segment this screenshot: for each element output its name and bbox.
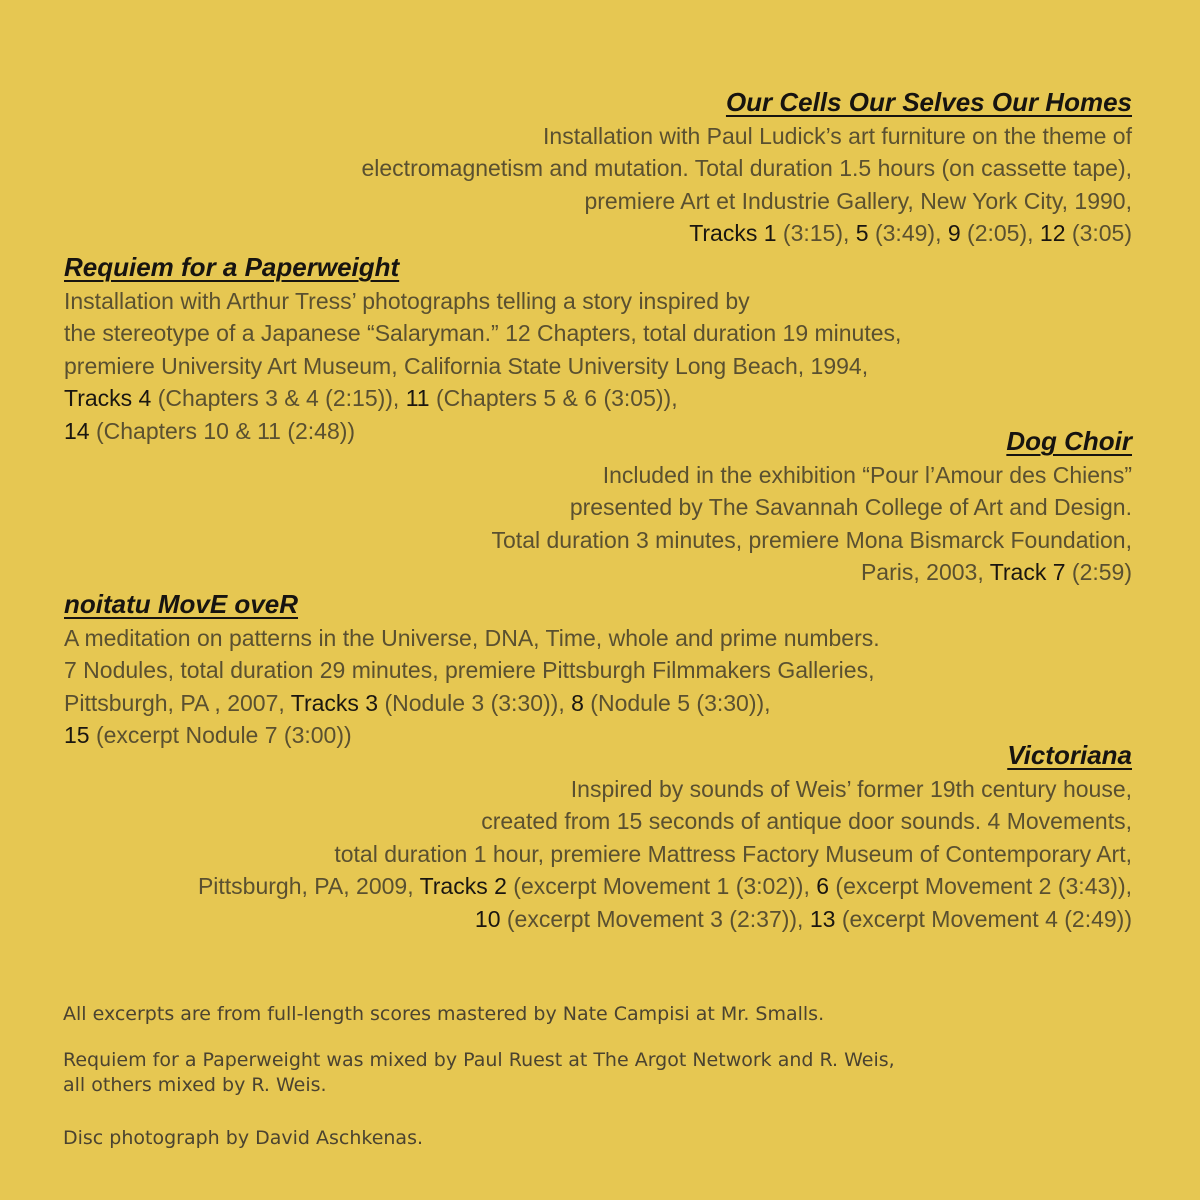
- description-line: the stereotype of a Japanese “Salaryman.” 12 Chapters, total duration 19 minutes,: [64, 320, 902, 346]
- description-line: Total duration 3 minutes, premiere Mona Bismarck Foundation,: [491, 526, 1132, 553]
- description-line: presented by The Savannah College of Art and Design.: [569, 494, 1132, 520]
- track-duration: (Chapters 3 & 4 (2:15)),: [151, 385, 406, 411]
- section-dog-choir: [492, 425, 1132, 589]
- track-duration: (3:15),: [776, 220, 856, 246]
- section-requiem: [64, 251, 901, 447]
- track-number: 10: [474, 905, 501, 932]
- section-title: noitatu MovE oveR: [64, 589, 299, 619]
- track-duration: (excerpt Nodule 7 (3:00)): [89, 722, 352, 748]
- track-number: 12: [1039, 220, 1066, 246]
- description-line: Installation with Arthur Tress’ photographs telling a story inspired by: [64, 287, 750, 314]
- mix-note: all others mixed by R. Weis.: [63, 1074, 327, 1096]
- tracks-line: [361, 217, 1132, 250]
- track-duration: (excerpt Movement 4 (2:49)): [835, 905, 1132, 932]
- section-noitatu: [64, 588, 880, 752]
- track-number: 11: [405, 385, 430, 411]
- track-number: Tracks 3: [290, 689, 379, 716]
- track-duration: (3:49),: [868, 220, 948, 246]
- description-line: created from 15 seconds of antique door sounds. 4 Movements,: [481, 808, 1132, 834]
- section-title: Requiem for a Paperweight: [64, 252, 400, 282]
- description-line: premiere University Art Museum, California State University Long Beach, 1994,: [64, 352, 869, 379]
- description-line: A meditation on patterns in the Universe, DNA, Time, whole and prime numbers.: [64, 624, 880, 651]
- track-duration: (excerpt Movement 2 (3:43)),: [829, 873, 1132, 899]
- description-line: Installation with Paul Ludick’s art furniture on the theme of: [543, 122, 1132, 149]
- track-number: 5: [855, 220, 869, 246]
- track-number: Tracks 1: [689, 220, 777, 246]
- description-line: premiere Art et Industrie Gallery, New York City, 1990,: [584, 187, 1132, 214]
- track-duration: Pittsburgh, PA , 2007,: [64, 689, 291, 716]
- description-line: total duration 1 hour, premiere Mattress Factory Museum of Contemporary Art,: [334, 840, 1132, 867]
- description-line: electromagnetism and mutation. Total duration 1.5 hours (on cassette tape),: [361, 155, 1132, 181]
- track-number: 14: [64, 417, 90, 444]
- mix-note: Requiem for a Paperweight was mixed by Paul Ruest at The Argot Network and R. Weis,: [63, 1049, 895, 1071]
- section-title: Our Cells Our Selves Our Homes: [725, 87, 1132, 117]
- section-our-cells: [361, 86, 1132, 250]
- track-duration: (Chapters 10 & 11 (2:48)): [89, 417, 356, 444]
- track-number: 13: [809, 905, 836, 932]
- section-victoriana: [198, 739, 1132, 935]
- description-line: Included in the exhibition “Pour l’Amour des Chiens”: [602, 461, 1132, 488]
- track-number: Tracks 2: [419, 873, 507, 899]
- tracks-line: [64, 687, 880, 720]
- tracks-line: [492, 556, 1132, 589]
- track-number: Tracks 4: [64, 385, 152, 411]
- footer-notes: [63, 1002, 824, 1027]
- track-number: 6: [816, 873, 830, 899]
- track-duration: (excerpt Movement 1 (3:02)),: [506, 873, 817, 899]
- photo-credit-block: [63, 1126, 423, 1151]
- tracks-line: [64, 382, 901, 415]
- track-duration: (3:05): [1065, 220, 1132, 246]
- track-duration: (Nodule 5 (3:30)),: [583, 689, 771, 716]
- description-line: Inspired by sounds of Weis’ former 19th century house,: [570, 775, 1132, 802]
- track-number: Track 7: [989, 559, 1066, 585]
- tracks-line: [198, 903, 1132, 936]
- track-duration: Pittsburgh, PA, 2009,: [197, 873, 420, 899]
- track-duration: (Nodule 3 (3:30)),: [378, 689, 572, 716]
- section-title: Dog Choir: [1006, 426, 1132, 456]
- track-number: 8: [571, 689, 584, 716]
- section-title: Victoriana: [1007, 740, 1132, 770]
- photo-credit: Disc photograph by David Aschkenas.: [63, 1127, 424, 1149]
- track-duration: (2:59): [1065, 559, 1132, 585]
- track-duration: (excerpt Movement 3 (2:37)),: [500, 905, 810, 932]
- track-number: 15: [64, 722, 90, 748]
- track-duration: Paris, 2003,: [860, 559, 990, 585]
- description-line: 7 Nodules, total duration 29 minutes, premiere Pittsburgh Filmmakers Galleries,: [64, 657, 875, 683]
- track-duration: (2:05),: [960, 220, 1040, 246]
- track-number: 9: [947, 220, 961, 246]
- track-duration: (Chapters 5 & 6 (3:05)),: [429, 385, 678, 411]
- mix-notes: [63, 1048, 895, 1098]
- excerpts-note: All excerpts are from full-length scores mastered by Nate Campisi at Mr. Smalls.: [63, 1003, 825, 1025]
- tracks-line: [198, 870, 1132, 903]
